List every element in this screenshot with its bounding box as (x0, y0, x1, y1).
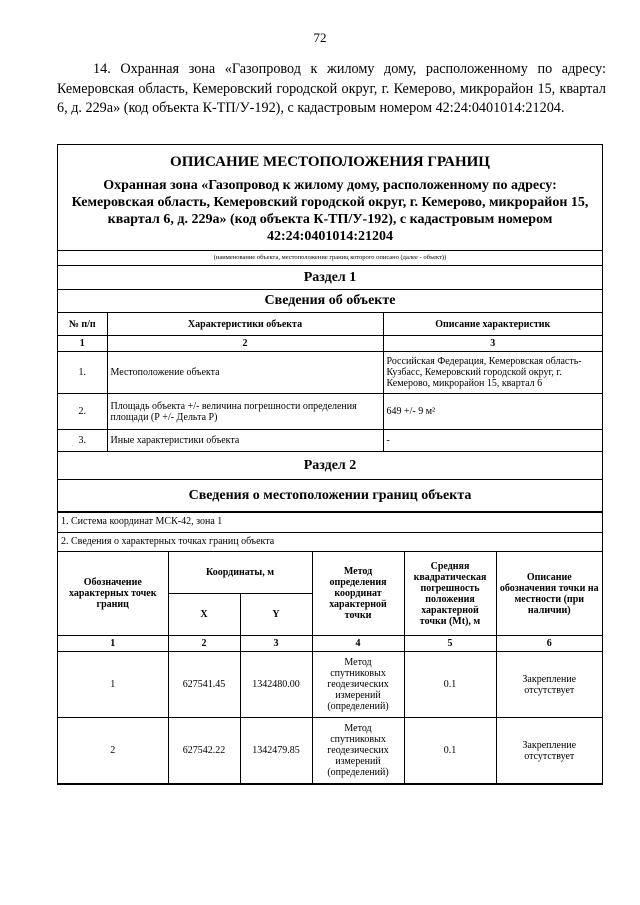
section2-colnum: 1 (58, 636, 168, 652)
boundary-description-form (57, 144, 603, 785)
section1-colnum: 2 (107, 336, 383, 352)
section1-header-characteristic: Характеристики объекта (107, 313, 383, 336)
page-number: 72 (313, 30, 327, 45)
point-method: Метод спутниковых геодезических измерений (определений) (312, 652, 404, 718)
section2-colnum: 2 (168, 636, 240, 652)
row-value: Российская Федерация, Кемеровская область-Кузбасс, Кемеровский городской округ, г. Кемерово, микрорайон 15, квартал 6 (383, 352, 602, 394)
section1-header-description: Описание характеристик (383, 313, 602, 336)
table-row (58, 352, 602, 394)
section2-colnum: 3 (240, 636, 312, 652)
row-name: Площадь объекта +/- величина погрешности определения площади (Р +/- Дельта Р) (107, 394, 383, 430)
section2-colnum: 5 (404, 636, 496, 652)
points-heading: 2. Сведения о характерных точках границ объекта (58, 532, 602, 551)
header-desc: Описание обозначения точки на местности (при наличии) (496, 552, 602, 636)
point-id: 1 (58, 652, 168, 718)
section2-colnum: 6 (496, 636, 602, 652)
section2-title: Раздел 2 (58, 452, 602, 480)
point-method: Метод спутниковых геодезических измерений (определений) (312, 718, 404, 784)
point-y: 1342480.00 (240, 652, 312, 718)
table-row (58, 394, 602, 430)
point-y: 1342479.85 (240, 718, 312, 784)
table-row (58, 652, 602, 718)
point-error: 0.1 (404, 718, 496, 784)
point-desc: Закрепление отсутствует (496, 718, 602, 784)
row-num: 3. (58, 430, 107, 452)
section1-title: Раздел 1 (58, 266, 602, 290)
form-subtitle: Охранная зона «Газопровод к жилому дому, расположенному по адресу: Кемеровская область, Кемеровский городской округ, г. Кемерово, микрорайон 15, квартал 6, д. 229а» (код объекта К-ТП/У-192), с кадастровым номером 42:24:0401014:21204 (71, 178, 589, 244)
point-desc: Закрепление отсутствует (496, 652, 602, 718)
header-coords: Координаты, м (168, 552, 312, 594)
intro-text: 14. Охранная зона «Газопровод к жилому дому, расположенному по адресу: Кемеровская область, Кемеровский городской округ, г. Кемерово, микрорайон 15, квартал 6, д. 229а» (код объекта К-ТП/У-192), с кадастровым номером 42:24:0401014:21204. (57, 61, 606, 116)
header-point: Обозначение характерных точек границ (58, 552, 168, 636)
section1-header-num: № п/п (58, 313, 107, 336)
row-name: Иные характеристики объекта (107, 430, 383, 452)
section2-subtitle: Сведения о местоположении границ объекта (58, 480, 602, 512)
section2-colnum: 4 (312, 636, 404, 652)
point-x: 627541.45 (168, 652, 240, 718)
section1-colnum: 1 (58, 336, 107, 352)
header-x: X (168, 594, 240, 636)
header-error: Средняя квадратическая погрешность положения характерной точки (Mt), м (404, 552, 496, 636)
section2-table (58, 551, 602, 784)
row-value: 649 +/- 9 м² (383, 394, 602, 430)
table-row (58, 718, 602, 784)
row-value: - (383, 430, 602, 452)
header-method: Метод определения координат характерной точки (312, 552, 404, 636)
section1-colnum: 3 (383, 336, 602, 352)
point-id: 2 (58, 718, 168, 784)
header-y: Y (240, 594, 312, 636)
form-title: ОПИСАНИЕ МЕСТОПОЛОЖЕНИЯ ГРАНИЦ (170, 154, 490, 170)
table-row (58, 430, 602, 452)
section1-subtitle: Сведения об объекте (58, 290, 602, 313)
coordinate-system: 1. Система координат МСК-42, зона 1 (58, 512, 602, 532)
point-x: 627542.22 (168, 718, 240, 784)
row-num: 2. (58, 394, 107, 430)
row-name: Местоположение объекта (107, 352, 383, 394)
intro-paragraph (57, 60, 606, 119)
section1-table (58, 265, 602, 512)
row-num: 1. (58, 352, 107, 394)
point-error: 0.1 (404, 652, 496, 718)
form-note: (наименование объекта, местоположение границ которого описано (далее - объект)) (58, 250, 602, 265)
